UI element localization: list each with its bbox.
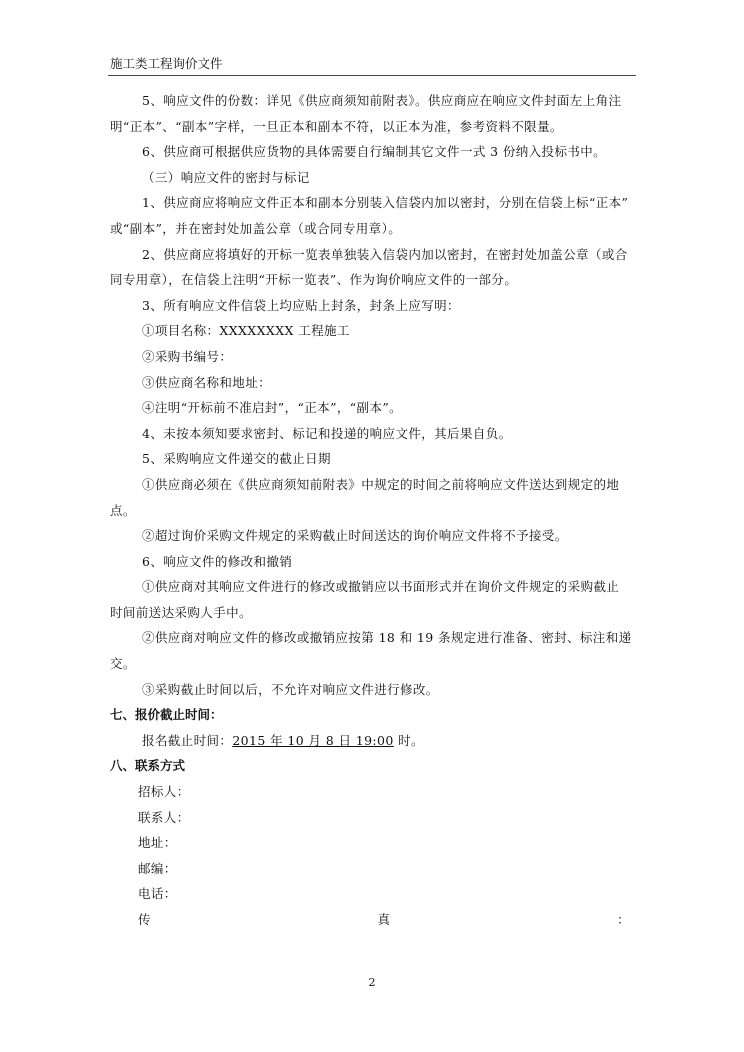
fax-char-1: 传: [138, 912, 151, 927]
page-header: 施工类工程询价文件: [110, 56, 223, 71]
list-item-deadline-1-line1: ①供应商必须在《供应商须知前附表》中规定的时间之前将响应文件送达到规定的地: [142, 476, 620, 492]
list-item-project-name: ①项目名称：XXXXXXXX 工程施工: [142, 323, 350, 339]
paragraph-sealing-3: 3、所有响应文件信袋上均应贴上封条，封条上应写明：: [142, 297, 460, 313]
contact-person: 联系人：: [138, 809, 190, 825]
deadline-value: 2015 年 10 月 8 日 19:00: [232, 732, 394, 748]
paragraph-other-documents: 6、供应商可根据供应货物的具体需要自行编制其它文件一式 3 份纳入投标书中。: [142, 144, 607, 160]
section-title-sealing: （三）响应文件的密封与标记: [142, 169, 310, 185]
section-title-contact: 八、联系方式: [110, 758, 186, 774]
header-rule: [108, 75, 636, 76]
list-item-modify-2-line1: ②供应商对响应文件的修改或撤销应按第 18 和 19 条规定进行准备、密封、标注和递: [142, 630, 632, 646]
list-item-modify-1-line2: 时间前送达采购人手中。: [110, 604, 252, 620]
paragraph-copies-line1: 5、响应文件的份数：详见《供应商须知前附表》。供应商应在响应文件封面左上角注: [142, 93, 622, 108]
contact-postcode: 邮编：: [138, 860, 177, 876]
list-item-modify-3: ③采购截止时间以后，不允许对响应文件进行修改。: [142, 681, 439, 697]
list-item-modify-2-line2: 交。: [110, 656, 136, 672]
list-item-supplier-name: ③供应商名称和地址：: [142, 374, 272, 390]
list-item-deadline-2: ②超过询价采购文件规定的采购截止时间送达的询价响应文件将不予接受。: [142, 528, 568, 544]
contact-phone: 电话：: [138, 886, 177, 902]
contact-tenderer: 招标人：: [138, 784, 190, 800]
document-body: [110, 88, 636, 933]
deadline-prefix: 报名截止时间：: [142, 732, 233, 748]
paragraph-sealing-2-line2: 同专用章），在信袋上注明“开标一览表”、作为询价响应文件的一部分。: [110, 272, 518, 288]
page-number: 2: [368, 976, 376, 989]
paragraph-sealing-5: 5、采购响应文件递交的截止日期: [142, 451, 331, 467]
fax-char-2: 真: [377, 912, 391, 927]
paragraph-sealing-4: 4、未按本须知要求密封、标记和投递的响应文件，其后果自负。: [142, 425, 512, 441]
list-item-modify-1-line1: ①供应商对其响应文件进行的修改或撤销应以书面形式并在询价文件规定的采购截止: [142, 579, 620, 595]
contact-fax: [110, 907, 636, 933]
deadline-suffix: 时。: [393, 732, 424, 748]
fax-colon: ：: [617, 912, 630, 927]
list-item-seal-note: ④注明“开标前不准启封”，“正本”，“副本”。: [142, 400, 403, 416]
list-item-deadline-1-line2: 点。: [110, 502, 136, 518]
paragraph-registration-deadline: [110, 728, 636, 754]
paragraph-copies-line2: 明“正本”、“副本”字样，一旦正本和副本不符，以正本为准，参考资料不限量。: [110, 118, 563, 134]
paragraph-sealing-1-line2: 或“副本”，并在密封处加盖公章（或合同专用章）。: [110, 220, 402, 236]
contact-address: 地址：: [138, 835, 177, 851]
list-item-purchase-number: ②采购书编号：: [142, 348, 233, 364]
paragraph-sealing-1-line1: 1、供应商应将响应文件正本和副本分别装入信袋内加以密封，分别在信袋上标“正本”: [142, 195, 629, 211]
paragraph-sealing-6: 6、响应文件的修改和撤销: [142, 553, 293, 569]
paragraph-sealing-2-line1: 2、供应商应将填好的开标一览表单独装入信袋内加以密封，在密封处加盖公章（或合: [142, 246, 628, 262]
section-title-quote-deadline: 七、报价截止时间：: [110, 707, 223, 723]
